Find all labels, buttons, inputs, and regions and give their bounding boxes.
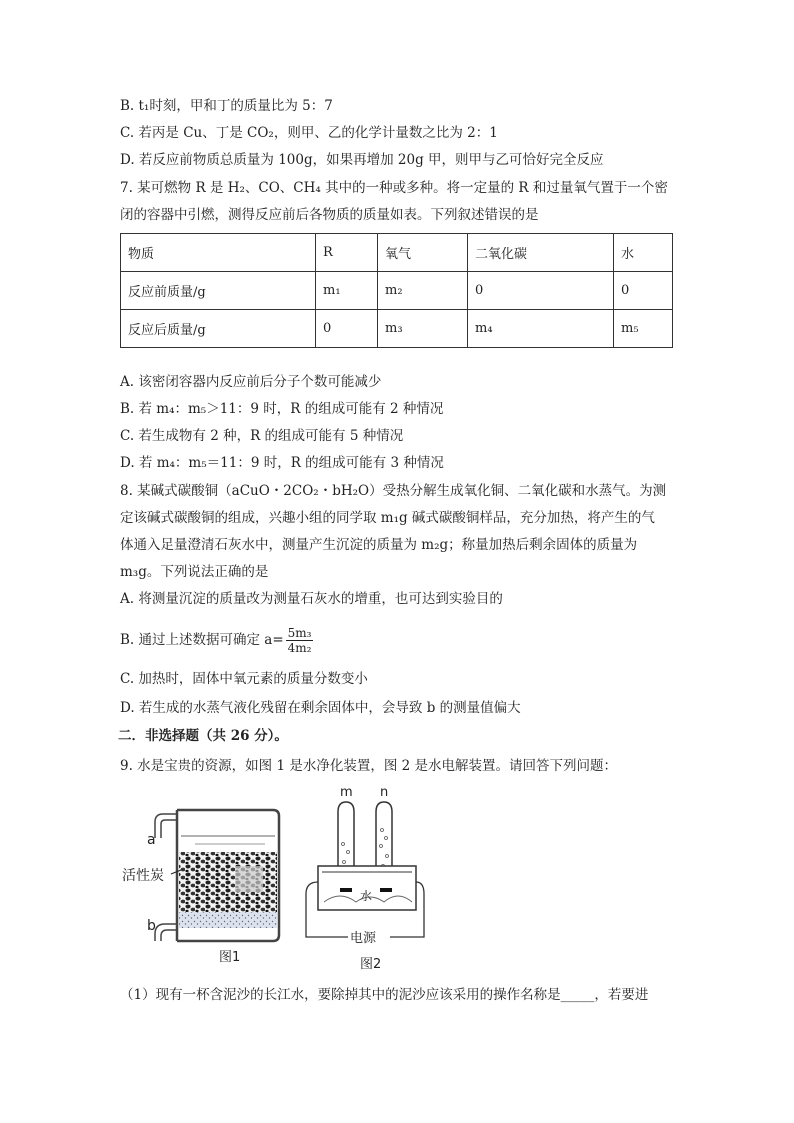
- label-activated-carbon: 活性炭: [122, 868, 164, 884]
- table-cell: 反应前质量/g: [121, 272, 316, 310]
- q8-option-a: A. 将测量沉淀的质量改为测量石灰水的增重，也可达到实验目的: [120, 591, 503, 607]
- q7-stem-line2: 闭的容器中引燃，测得反应前后各物质的质量如表。下列叙述错误的是: [120, 207, 539, 223]
- label-m: m: [340, 785, 353, 800]
- section-heading: 二．非选择题（共 26 分）。: [118, 728, 288, 744]
- table-cell: m₄: [468, 310, 614, 348]
- table-cell: 0: [468, 272, 614, 310]
- q8-option-d: D. 若生成的水蒸气液化残留在剩余固体中，会导致 b 的测量值偏大: [120, 700, 521, 716]
- table-cell: 0: [316, 310, 378, 348]
- table-cell: 二氧化碳: [468, 234, 614, 272]
- label-a: a: [147, 832, 156, 848]
- q8-option-c: C. 加热时，固体中氧元素的质量分数变小: [120, 671, 368, 687]
- table-cell: 反应后质量/g: [121, 310, 316, 348]
- q9-sub1: （1）现有一杯含泥沙的长江水，要除掉其中的泥沙应该采用的操作名称是_____，若要进: [120, 987, 649, 1003]
- figure-2-electrolysis: [300, 782, 440, 977]
- q7-option-c: C. 若生成物有 2 种，R 的组成可能有 5 种情况: [120, 428, 404, 444]
- q8-stem-line4: m₃g。下列说法正确的是: [120, 564, 269, 580]
- figure-2-caption: 图2: [360, 957, 382, 972]
- q7-stem-line1: 7. 某可燃物 R 是 H₂、CO、CH₄ 其中的一种或多种。将一定量的 R 和过量氧气置于一个密: [120, 180, 668, 196]
- q7-option-d: D. 若 m₄：m₅＝11：9 时，R 的组成可能有 3 种情况: [120, 455, 444, 471]
- table-row: [121, 310, 673, 348]
- q8-stem-line2: 定该碱式碳酸铜的组成，兴趣小组的同学取 m₁g 碱式碳酸铜样品，充分加热，将产生的气: [120, 510, 655, 526]
- table-cell: m₅: [614, 310, 673, 348]
- q6-option-d: D. 若反应前物质总质量为 100g，如果再增加 20g 甲，则甲与乙可恰好完全反应: [120, 152, 604, 168]
- mass-table: [120, 233, 673, 348]
- table-cell: m₃: [378, 310, 468, 348]
- table-cell: m₁: [316, 272, 378, 310]
- fraction: [286, 626, 314, 655]
- label-n: n: [380, 785, 389, 800]
- q8-stem-line3: 体通入足量澄清石灰水中，测量产生沉淀的质量为 m₂g；称量加热后剩余固体的质量为: [120, 537, 638, 553]
- figure-1-caption: 图1: [219, 950, 241, 965]
- table-row: [121, 272, 673, 310]
- q7-option-b: B. 若 m₄：m₅＞11：9 时，R 的组成可能有 2 种情况: [120, 401, 444, 417]
- q9-stem: 9. 水是宝贵的资源，如图 1 是水净化装置，图 2 是水电解装置。请回答下列问题：: [120, 758, 618, 774]
- table-cell: 氧气: [378, 234, 468, 272]
- table-cell: 0: [614, 272, 673, 310]
- fraction-denominator: 4m₂: [287, 641, 312, 655]
- q8-stem-line1: 8. 某碱式碳酸铜（aCuO・2CO₂・bH₂O）受热分解生成氧化铜、二氧化碳和水蒸气。为测: [120, 483, 667, 499]
- figure-1-purifier: [115, 800, 305, 970]
- label-water: 水: [360, 889, 373, 903]
- table-cell: 物质: [121, 234, 316, 272]
- table-cell: R: [316, 234, 378, 272]
- q7-option-a: A. 该密闭容器内反应前后分子个数可能减少: [120, 374, 382, 390]
- table-cell: m₂: [378, 272, 468, 310]
- table-cell: 水: [614, 234, 673, 272]
- fraction-numerator: 5m₃: [287, 626, 312, 640]
- label-b: b: [147, 918, 156, 934]
- q6-option-c: C. 若丙是 Cu、丁是 CO₂，则甲、乙的化学计量数之比为 2：1: [120, 125, 498, 141]
- q8-option-b-text: B. 通过上述数据可确定 a=: [120, 632, 284, 648]
- q6-option-b: B. t₁时刻，甲和丁的质量比为 5：7: [120, 98, 333, 114]
- label-power-source: 电源: [350, 931, 377, 946]
- q8-option-b: [120, 622, 313, 658]
- table-header-row: [121, 234, 673, 272]
